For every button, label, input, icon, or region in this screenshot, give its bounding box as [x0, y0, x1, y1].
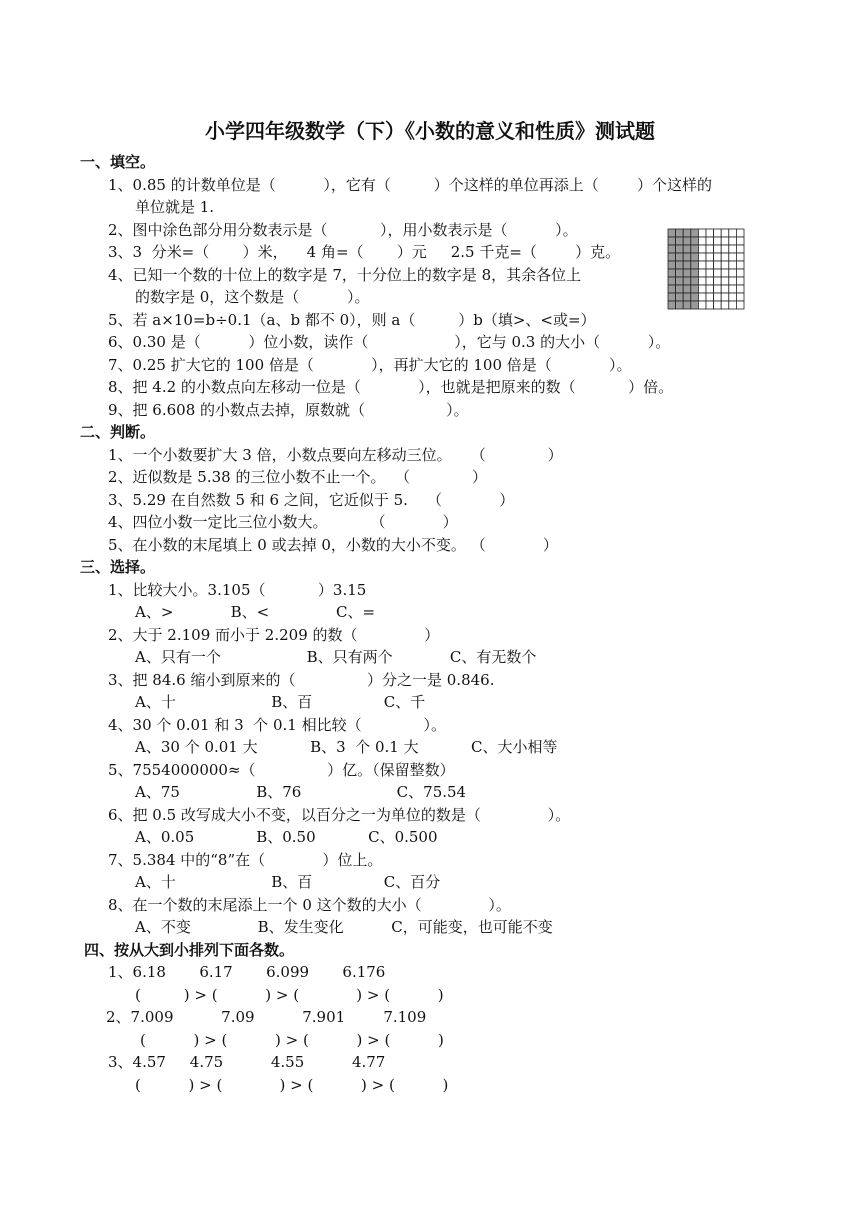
- grid-cell: [721, 277, 729, 285]
- grid-cell: [729, 277, 737, 285]
- grid-cell-shaded: [683, 277, 691, 285]
- question-line: 6、把 0.5 改写成大小不变，以百分之一为单位的数是（ ）。: [108, 806, 571, 824]
- grid-cell: [714, 301, 722, 309]
- grid-cell: [706, 277, 714, 285]
- option-line: A、十 B、百 C、千: [135, 693, 426, 711]
- grid-cell: [729, 261, 737, 269]
- question-line: 8、把 4.2 的小数点向左移动一位是（ ），也就是把原来的数（ ）倍。: [108, 378, 674, 396]
- grid-cell: [736, 237, 744, 245]
- grid-cell: [706, 301, 714, 309]
- question-line: 5、在小数的末尾填上 0 或去掉 0，小数的大小不变。 （ ）: [108, 536, 558, 554]
- grid-cell-shaded: [683, 301, 691, 309]
- grid-cell-shaded: [668, 293, 676, 301]
- grid-cell-shaded: [676, 301, 684, 309]
- grid-cell: [721, 301, 729, 309]
- question-line: 4、30 个 0.01 和 3 个 0.1 相比较（ ）。: [108, 716, 447, 734]
- grid-cell: [698, 229, 706, 237]
- grid-cell-shaded: [676, 237, 684, 245]
- question-line: 9、把 6.608 的小数点去掉，原数就（ ）。: [108, 401, 469, 419]
- question-line: 1、0.85 的计数单位是（ ），它有（ ）个这样的单位再添上（ ）个这样的: [108, 176, 712, 194]
- grid-cell: [714, 269, 722, 277]
- grid-cell-shaded: [691, 237, 699, 245]
- grid-cell: [736, 293, 744, 301]
- grid-cell-shaded: [676, 293, 684, 301]
- answer-blanks: ( ) > ( ) > ( ) > ( ): [140, 1031, 444, 1049]
- question-line: 5、若 a×10=b÷0.1（a、b 都不 0），则 a（ ）b（填>、<或=）: [108, 311, 596, 329]
- grid-cell: [721, 245, 729, 253]
- grid-cell: [706, 253, 714, 261]
- grid-cell: [706, 245, 714, 253]
- question-line: 3、5.29 在自然数 5 和 6 之间，它近似于 5. （ ）: [108, 491, 515, 509]
- grid-cell-shaded: [683, 253, 691, 261]
- grid-cell-shaded: [668, 277, 676, 285]
- grid-cell-shaded: [676, 261, 684, 269]
- grid-cell-shaded: [683, 261, 691, 269]
- grid-cell: [706, 229, 714, 237]
- grid-cell: [729, 285, 737, 293]
- grid-cell: [721, 253, 729, 261]
- grid-cell: [721, 229, 729, 237]
- grid-cell-shaded: [683, 285, 691, 293]
- grid-cell: [706, 237, 714, 245]
- grid-cell-shaded: [691, 301, 699, 309]
- grid-cell: [721, 261, 729, 269]
- grid-cell-shaded: [691, 277, 699, 285]
- option-line: A、75 B、76 C、75.54: [135, 783, 467, 801]
- question-line: 5、7554000000≈（ ）亿。（保留整数）: [108, 761, 455, 779]
- grid-cell: [729, 301, 737, 309]
- grid-cell: [714, 245, 722, 253]
- grid-cell: [736, 253, 744, 261]
- question-line: 4、四位小数一定比三位小数大。 （ ）: [108, 513, 458, 531]
- grid-cell-shaded: [668, 285, 676, 293]
- question-line: 7、0.25 扩大它的 100 倍是（ ），再扩大它的 100 倍是（ ）。: [108, 356, 632, 374]
- question-line: 4、已知一个数的十位上的数字是 7，十分位上的数字是 8，其余各位上: [108, 266, 582, 284]
- grid-cell-shaded: [668, 253, 676, 261]
- grid-cell-shaded: [668, 301, 676, 309]
- grid-cell-shaded: [691, 245, 699, 253]
- option-line: A、只有一个 B、只有两个 C、有无数个: [135, 648, 537, 666]
- answer-blanks: ( ) > ( ) > ( ) > ( ): [135, 1076, 449, 1094]
- grid-cell-shaded: [676, 277, 684, 285]
- question-line: 1、一个小数要扩大 3 倍，小数点要向左移动三位。 （ ）: [108, 446, 563, 464]
- option-line: A、不变 B、发生变化 C，可能变，也可能不变: [135, 918, 553, 936]
- grid-cell-shaded: [691, 253, 699, 261]
- question-line: 3、把 84.6 缩小到原来的（ ）分之一是 0.846.: [108, 671, 495, 689]
- grid-cell: [698, 269, 706, 277]
- option-line: A、十 B、百 C、百分: [135, 873, 441, 891]
- grid-cell: [706, 285, 714, 293]
- grid-cell-shaded: [676, 229, 684, 237]
- question-line: 2、近似数是 5.38 的三位小数不止一个。 （ ）: [108, 468, 488, 486]
- grid-cell: [721, 237, 729, 245]
- question-line: 3、4.57 4.75 4.55 4.77: [108, 1053, 386, 1071]
- grid-cell-shaded: [683, 245, 691, 253]
- question-line: 的数字是 0，这个数是（ ）。: [135, 288, 370, 306]
- question-line: 6、0.30 是（ ）位小数，读作（ ），它与 0.3 的大小（ ）。: [108, 333, 671, 351]
- grid-cell: [736, 301, 744, 309]
- grid-cell-shaded: [676, 253, 684, 261]
- grid-cell-shaded: [691, 269, 699, 277]
- grid-cell: [714, 237, 722, 245]
- grid-cell: [736, 285, 744, 293]
- grid-cell: [698, 253, 706, 261]
- grid-cell: [729, 269, 737, 277]
- grid-cell: [698, 261, 706, 269]
- grid-cell-shaded: [668, 237, 676, 245]
- grid-cell: [721, 285, 729, 293]
- grid-cell-shaded: [683, 237, 691, 245]
- grid-cell-shaded: [676, 285, 684, 293]
- section-1-heading: 一、填空。: [80, 153, 156, 171]
- grid-cell: [729, 237, 737, 245]
- grid-cell: [706, 293, 714, 301]
- grid-cell-shaded: [691, 293, 699, 301]
- grid-cell-shaded: [691, 285, 699, 293]
- grid-cell: [736, 245, 744, 253]
- shaded-grid-figure: [667, 228, 745, 310]
- option-line: A、0.05 B、0.50 C、0.500: [135, 828, 438, 846]
- question-line: 8、在一个数的末尾添上一个 0 这个数的大小（ ）。: [108, 896, 511, 914]
- question-line: 3、3 分米=（ ）米， 4 角=（ ）元 2.5 千克=（ ）克。: [108, 243, 621, 261]
- grid-cell: [706, 269, 714, 277]
- grid-cell-shaded: [683, 293, 691, 301]
- grid-cell: [714, 229, 722, 237]
- grid-cell: [714, 253, 722, 261]
- grid-cell: [729, 245, 737, 253]
- option-line: A、30 个 0.01 大 B、3 个 0.1 大 C、大小相等: [135, 738, 558, 756]
- page-title: 小学四年级数学（下）《小数的意义和性质》测试题: [205, 119, 655, 143]
- grid-cell-shaded: [676, 269, 684, 277]
- question-line: 1、6.18 6.17 6.099 6.176: [108, 963, 386, 981]
- grid-cell-shaded: [691, 261, 699, 269]
- grid-cell-shaded: [668, 261, 676, 269]
- grid-cell: [714, 277, 722, 285]
- grid-cell: [698, 237, 706, 245]
- grid-cell: [698, 301, 706, 309]
- option-line: A、> B、< C、=: [135, 603, 376, 621]
- grid-cell-shaded: [691, 229, 699, 237]
- section-3-heading: 三、选择。: [80, 558, 156, 576]
- grid-cell: [736, 229, 744, 237]
- grid-cell-shaded: [676, 245, 684, 253]
- grid-cell: [729, 229, 737, 237]
- grid-cell: [736, 277, 744, 285]
- question-line: 单位就是 1.: [135, 198, 215, 216]
- question-line: 1、比较大小。3.105（ ）3.15: [108, 581, 367, 599]
- grid-cell: [698, 293, 706, 301]
- question-line: 7、5.384 中的“8”在（ ）位上。: [108, 851, 383, 869]
- section-2-heading: 二、判断。: [80, 423, 156, 441]
- section-4-heading: 四、按从大到小排列下面各数。: [84, 941, 295, 959]
- grid-cell: [714, 261, 722, 269]
- grid-cell: [714, 285, 722, 293]
- grid-cell-shaded: [668, 229, 676, 237]
- grid-cell-shaded: [668, 269, 676, 277]
- grid-cell: [698, 245, 706, 253]
- grid-cell: [736, 261, 744, 269]
- grid-cell: [706, 261, 714, 269]
- grid-cell-shaded: [668, 245, 676, 253]
- answer-blanks: ( ) > ( ) > ( ) > ( ): [135, 986, 444, 1004]
- grid-cell: [714, 293, 722, 301]
- grid-cell-shaded: [683, 269, 691, 277]
- question-line: 2、7.009 7.09 7.901 7.109: [106, 1008, 427, 1026]
- grid-cell: [721, 293, 729, 301]
- question-line: 2、图中涂色部分用分数表示是（ ），用小数表示是（ ）。: [108, 221, 578, 239]
- grid-cell-shaded: [683, 229, 691, 237]
- grid-cell: [698, 277, 706, 285]
- question-line: 2、大于 2.109 而小于 2.209 的数（ ）: [108, 626, 440, 644]
- grid-cell: [721, 269, 729, 277]
- grid-cell: [698, 285, 706, 293]
- grid-cell: [729, 293, 737, 301]
- grid-cell: [729, 253, 737, 261]
- grid-cell: [736, 269, 744, 277]
